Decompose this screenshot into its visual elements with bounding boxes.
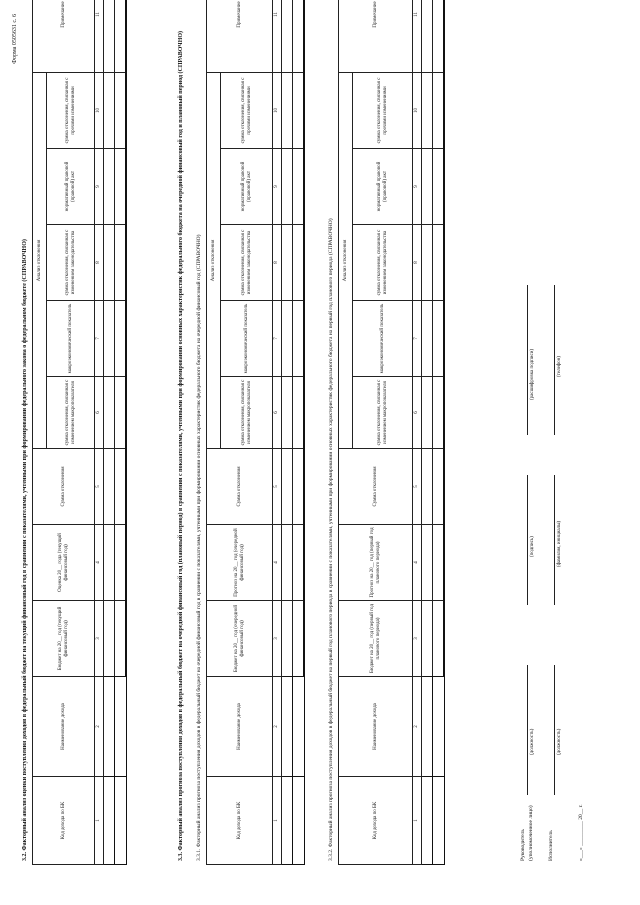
table-cell[interactable] [433,601,445,677]
header-code: Код дохода по БК [339,777,413,865]
header-deviation: Сумма отклонения [339,449,413,525]
table-cell[interactable] [433,225,445,301]
table-cell[interactable] [293,0,305,72]
executor-name-line[interactable] [554,475,555,605]
header-macro: макроэкономический показатель [47,301,95,377]
col-num: 4 [413,525,422,601]
table-cell[interactable] [104,601,115,677]
table-cell[interactable] [293,449,305,525]
table-cell[interactable] [433,72,445,148]
col-num: 8 [273,225,282,301]
section-3-3-2-title: 3.3.2. Факторный анализ прогноза поступления доходов в федеральный бюджет на первый год планового периода в сравнении с показателями, учтенными при формировании основных характеристик федерального бюджета на первый год планового периода (СПРАВОЧНО) [328,218,334,861]
header-macro: макроэкономический показатель [221,301,273,377]
col-num: 8 [413,225,422,301]
table-3-3-1 [206,0,305,865]
header-estimate: Оценка 20__ года (текущий финансовый год) [33,525,95,601]
table-cell[interactable] [293,301,305,377]
table-3-2 [32,0,127,865]
header-analysis: Анализ отклонения [339,72,353,448]
table-cell[interactable] [422,677,433,777]
table-cell[interactable] [104,301,115,377]
executor-label: Исполнитель [548,830,554,861]
header-forecast: Прогноз на 20__ год (очередной финансовый год) [207,525,273,601]
table-cell[interactable] [282,677,293,777]
executor-phone-line[interactable] [554,285,555,435]
table-cell[interactable] [104,525,115,601]
table-cell[interactable] [293,777,305,865]
header-analysis: Анализ отклонения [33,72,47,448]
table-cell[interactable] [104,72,115,148]
col-num: 7 [273,301,282,377]
table-cell[interactable] [104,449,115,525]
col-num: 5 [413,449,422,525]
head-position-line[interactable] [527,665,528,795]
table-cell[interactable] [433,449,445,525]
section-3-3-1-title: 3.3.1. Факторный анализ прогноза поступления доходов в федеральный бюджет на очередной финансовый год в сравнении с показателями, учтенными при формировании основных характеристик федерального бюджета на очередной финансовый год (СПРАВОЧНО) [196,234,202,861]
col-num: 6 [95,377,104,449]
signature-caption: (подпись) [530,536,535,557]
table-cell[interactable] [433,377,445,449]
date-line[interactable]: «___» _________ 20__ г. [578,804,584,861]
table-cell[interactable] [422,301,433,377]
header-name: Наименование дохода [33,677,95,777]
header-note: Примечание [33,0,95,72]
table-cell[interactable] [433,301,445,377]
table-cell[interactable] [282,301,293,377]
table-cell[interactable] [115,677,127,777]
table-cell[interactable] [115,377,127,449]
table-cell[interactable] [433,0,445,72]
col-num: 1 [95,777,104,865]
header-name: Наименование дохода [207,677,273,777]
header-code: Код дохода по БК [33,777,95,865]
table-cell[interactable] [422,601,433,677]
col-num: 10 [273,72,282,148]
table-cell[interactable] [115,149,127,225]
table-cell[interactable] [422,225,433,301]
table-cell[interactable] [293,601,305,677]
col-num: 8 [95,225,104,301]
col-num: 9 [413,149,422,225]
col-num: 7 [95,301,104,377]
col-num: 11 [413,0,422,72]
table-cell[interactable] [282,225,293,301]
table-cell[interactable] [104,777,115,865]
table-cell[interactable] [293,225,305,301]
table-cell[interactable] [422,377,433,449]
table-cell[interactable] [282,525,293,601]
header-name: Наименование дохода [339,677,413,777]
position-caption-2: (должность) [557,728,562,755]
head-label: Руководитель [520,829,526,861]
col-num: 6 [273,377,282,449]
section-3-3-title: 3.3. Факторный анализ прогноза поступления доходов в федеральный бюджет на очередной финансовый год (плановый период) в сравнении с показателями, учтенными при формировании основных характеристик федерального бюджета на очередной финансовый год и плановый период (СПРАВОЧНО) [178,30,184,861]
table-cell[interactable] [282,601,293,677]
table-cell[interactable] [433,677,445,777]
table-cell[interactable] [422,777,433,865]
table-cell[interactable] [115,525,127,601]
header-macro-sum: сумма отклонения, связанная с изменением макропоказателя [47,377,95,449]
position-caption: (должность) [530,728,535,755]
col-num: 3 [413,601,422,677]
col-num: 11 [95,0,104,72]
header-budget: Бюджет на 20__ год (текущий финансовый год) [33,601,95,677]
header-legal-act: нормативный правовой (правовой) акт [353,149,413,225]
table-cell[interactable] [115,225,127,301]
table-cell[interactable] [422,449,433,525]
head-decoding-line[interactable] [527,285,528,435]
head-sublabel: (уполномоченное лицо) [528,805,534,861]
col-num: 1 [273,777,282,865]
header-legal-act: нормативный правовой (правовой) акт [221,149,273,225]
col-num: 5 [273,449,282,525]
header-law-sum: сумма отклонения, связанная с изменением законодательства [221,225,273,301]
header-deviation: Сумма отклонения [207,449,273,525]
col-num: 10 [95,72,104,148]
table-cell[interactable] [422,0,433,72]
header-note: Примечание [207,0,273,72]
col-num: 3 [273,601,282,677]
header-macro: макроэкономический показатель [353,301,413,377]
table-cell[interactable] [104,225,115,301]
executor-position-line[interactable] [554,665,555,795]
table-cell[interactable] [422,72,433,148]
header-forecast: Прогноз на 20__ год (первый год планового периода) [339,525,413,601]
header-macro-sum: сумма отклонения, связанная с изменением макропоказателя [221,377,273,449]
table-cell[interactable] [293,677,305,777]
col-num: 10 [413,72,422,148]
table-cell[interactable] [282,777,293,865]
header-law-sum: сумма отклонения, связанная с изменением законодательства [353,225,413,301]
col-num: 2 [95,677,104,777]
col-num: 2 [273,677,282,777]
header-macro-sum: сумма отклонения, связанная с изменением макропоказателя [353,377,413,449]
col-num: 4 [95,525,104,601]
header-code: Код дохода по БК [207,777,273,865]
header-struct-sum: сумма отклонения, связанная с прочими изменениями [221,72,273,148]
table-cell[interactable] [115,449,127,525]
col-num: 11 [273,0,282,72]
table-cell[interactable] [282,449,293,525]
header-struct-sum: сумма отклонения, связанная с прочими изменениями [353,72,413,148]
fio-caption: (фамилия, инициалы) [557,520,562,567]
table-3-3-2 [338,0,445,865]
table-cell[interactable] [104,677,115,777]
col-num: 1 [413,777,422,865]
table-cell[interactable] [422,149,433,225]
header-budget: Бюджет на 20__ год (первый год планового периода) [339,601,413,677]
table-cell[interactable] [115,601,127,677]
col-num: 4 [273,525,282,601]
header-deviation: Сумма отклонения [33,449,95,525]
table-cell[interactable] [282,149,293,225]
form-number: Форма 0505631 с. 6 [12,14,18,64]
col-num: 9 [273,149,282,225]
table-cell[interactable] [115,0,127,72]
table-cell[interactable] [115,777,127,865]
header-legal-act: нормативный правовой (правовой) акт [47,149,95,225]
table-cell[interactable] [115,72,127,148]
table-cell[interactable] [293,377,305,449]
table-cell[interactable] [115,301,127,377]
section-3-2-title: 3.2. Факторный анализ оценки поступления доходов в федеральный бюджет на текущий финансовый год в сравнении с показателями, учтенными при формировании федерального закона о федеральном бюджете (СПРАВОЧНО) [22,239,28,861]
table-cell[interactable] [282,377,293,449]
table-cell[interactable] [433,525,445,601]
col-num: 7 [413,301,422,377]
col-num: 2 [413,677,422,777]
table-cell[interactable] [422,525,433,601]
table-cell[interactable] [282,0,293,72]
header-budget: Бюджет на 20__ год (очередной финансовый год) [207,601,273,677]
header-note: Примечание [339,0,413,72]
col-num: 5 [95,449,104,525]
table-cell[interactable] [282,72,293,148]
header-analysis: Анализ отклонения [207,72,221,448]
header-law-sum: сумма отклонения, связанная с изменением законодательства [47,225,95,301]
table-cell[interactable] [104,149,115,225]
phone-caption: (телефон) [557,356,562,377]
col-num: 6 [413,377,422,449]
col-num: 9 [95,149,104,225]
table-cell[interactable] [104,0,115,72]
table-cell[interactable] [293,149,305,225]
head-signature-line[interactable] [527,475,528,605]
table-cell[interactable] [293,72,305,148]
table-cell[interactable] [433,777,445,865]
table-cell[interactable] [104,377,115,449]
header-struct-sum: сумма отклонения, связанная с прочими изменениями [47,72,95,148]
table-cell[interactable] [293,525,305,601]
table-cell[interactable] [433,149,445,225]
decoding-caption: (расшифровка подписи) [530,348,535,400]
col-num: 3 [95,601,104,677]
